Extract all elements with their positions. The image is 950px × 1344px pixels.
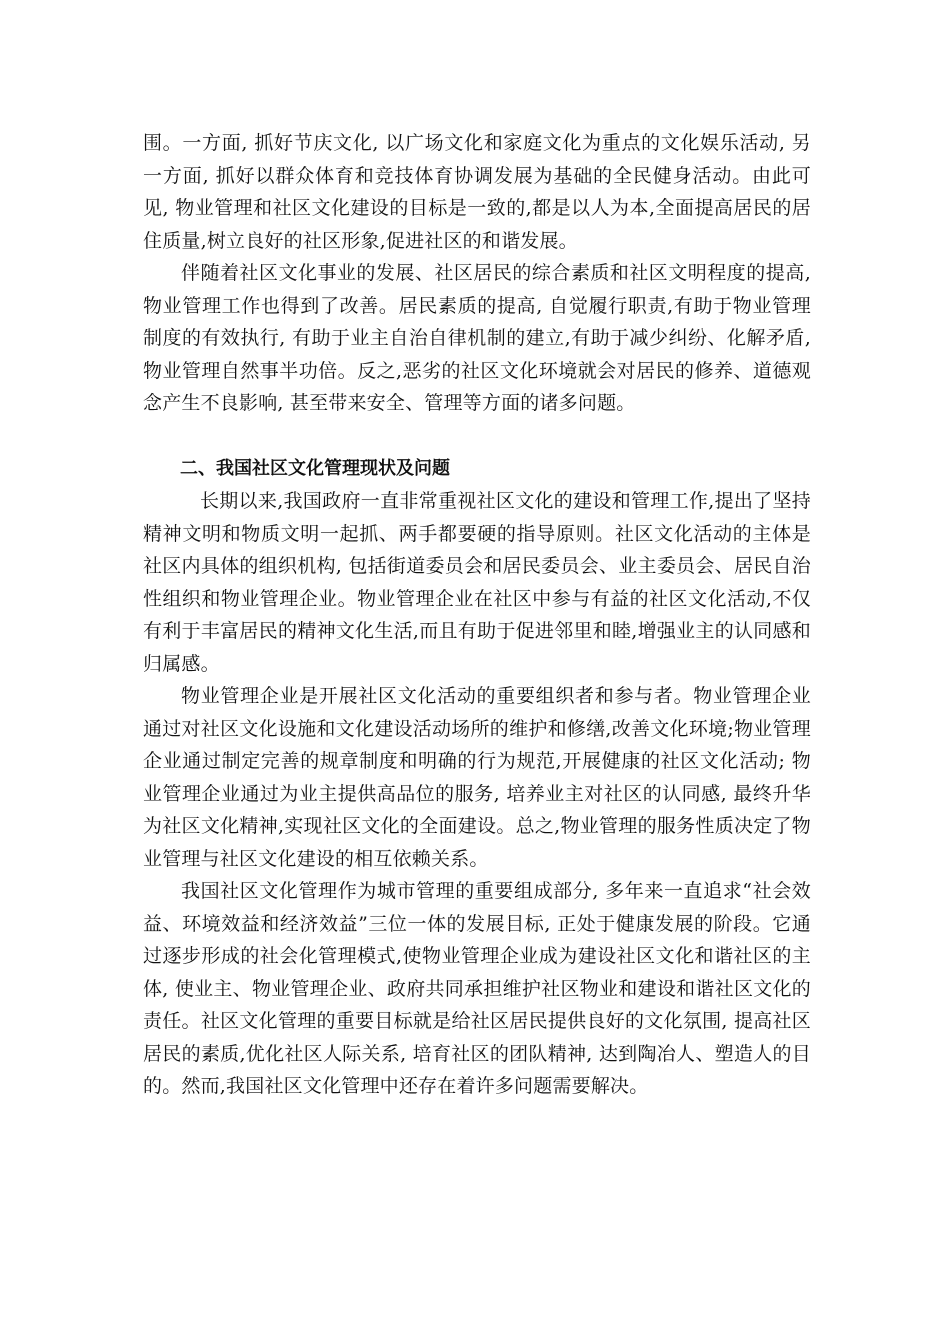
paragraph-government-policy: 长期以来,我国政府一直非常重视社区文化的建设和管理工作,提出了坚持精神文明和物质文明一起抓、两手都要硬的指导原则。社区文化活动的主体是社区内具体的组织机构, 包括街道委员会和居民委员会、业主委员会、居民自治性组织和物业管理企业。物业管理企业在社区中参与有益的社区文化活动,不仅有利于丰富居民的精神文化生活,而且有助于促进邻里和睦,增强业主的认同感和归属感。	[143, 490, 811, 675]
section-heading: 二、我国社区文化管理现状及问题	[180, 457, 450, 479]
section-spacer	[143, 420, 811, 453]
paragraph-property-management-role: 物业管理企业是开展社区文化活动的重要组织者和参与者。物业管理企业通过对社区文化设施和文化建设活动场所的维护和修缮,改善文化环境;物业管理企业通过制定完善的规章制度和明确的行为规范,开展健康的社区文化活动; 物业管理企业通过为业主提供高品位的服务, 培养业主对社区的认同感, 最终升华为社区文化精神,实现社区文化的全面建设。总之,物业管理的服务性质决定了物业管理与社区文化建设的相互依赖关系。	[143, 685, 811, 870]
document-body	[143, 127, 811, 1103]
paragraph-community-culture-impact: 伴随着社区文化事业的发展、社区居民的综合素质和社区文明程度的提高, 物业管理工作也得到了改善。居民素质的提高, 自觉履行职责,有助于物业管理制度的有效执行, 有助于业主自治自律机制的建立,有助于减少纠纷、化解矛盾,物业管理自然事半功倍。反之,恶劣的社区文化环境就会对居民的修养、道德观念产生不良影响, 甚至带来安全、管理等方面的诸多问题。	[143, 262, 811, 414]
paragraph-management-goals: 我国社区文化管理作为城市管理的重要组成部分, 多年来一直追求“社会效益、环境效益和经济效益”三位一体的发展目标, 正处于健康发展的阶段。它通过逐步形成的社会化管理模式,使物业管理企业成为建设社区文化和谐社区的主体, 使业主、物业管理企业、政府共同承担维护社区物业和建设和谐社区文化的责任。社区文化管理的重要目标就是给社区居民提供良好的文化氛围, 提高社区居民的素质,优化社区人际关系, 培育社区的团队精神, 达到陶冶人、塑造人的目的。然而,我国社区文化管理中还存在着许多问题需要解决。	[143, 880, 811, 1097]
paragraph-continuation: 围。一方面, 抓好节庆文化, 以广场文化和家庭文化为重点的文化娱乐活动, 另一方面, 抓好以群众体育和竞技体育协调发展为基础的全民健身活动。由此可见, 物业管理和社区文化建设的目标是一致的,都是以人为本,全面提高居民的居住质量,树立良好的社区形象,促进社区的和谐发展。	[143, 132, 811, 252]
